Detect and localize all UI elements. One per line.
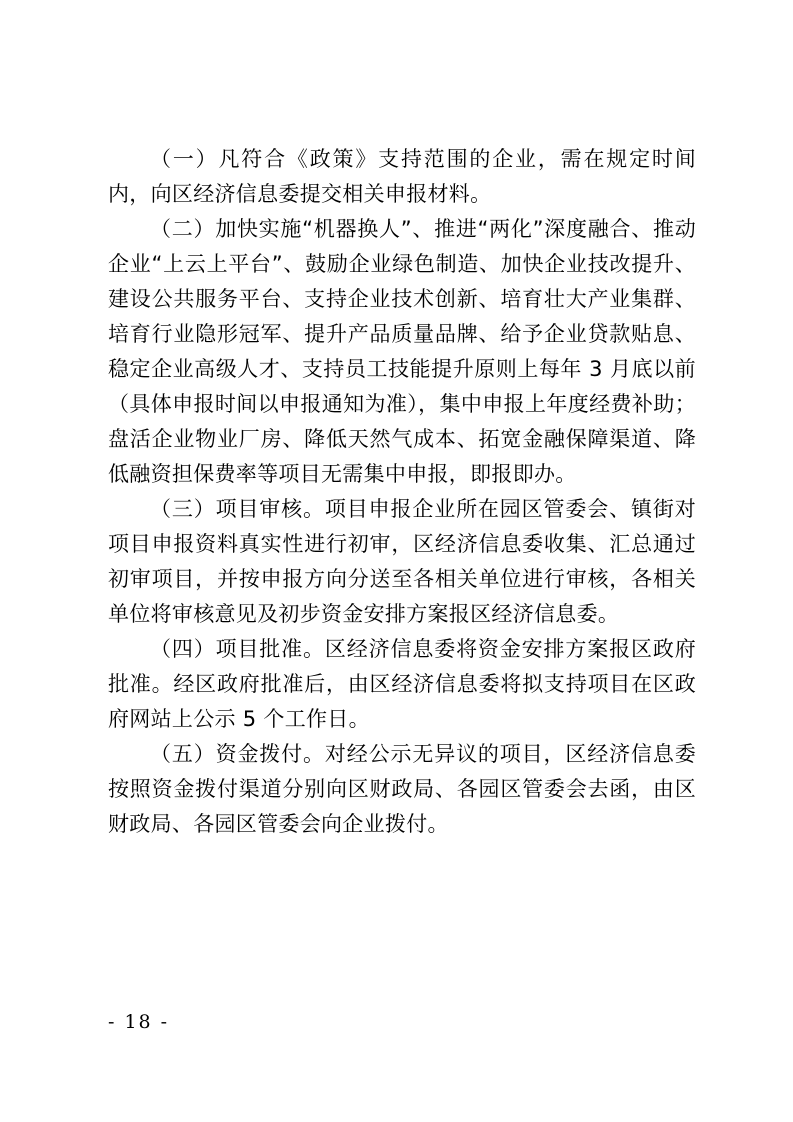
paragraph-2: （二）加快实施“机器换人”、推进“两化”深度融合、推动企业“上云上平台”、鼓励企业绿色制造、加快企业技改提升、建设公共服务平台、支持企业技术创新、培育壮大产业集群、培育行业隐形冠军、提升产品质量品牌、给予企业贷款贴息、稳定企业高级人才、支持员工技能提升原则上每年 3 月底以前（具体申报时间以申报通知为准），集中申报上年度经费补助；盘活企业物业厂房、降低天然气成本、拓宽金融保障渠道、降低融资担保费率等项目无需集中申报，即报即办。 [108,217,696,486]
paragraph-3: （三）项目审核。项目申报企业所在园区管委会、镇街对项目申报资料真实性进行初审，区经济信息委收集、汇总通过初审项目，并按申报方向分送至各相关单位进行审核，各相关单位将审核意见及初步资金安排方案报区经济信息委。 [108,497,696,626]
paragraph-1: （一）凡符合《政策》支持范围的企业，需在规定时间内，向区经济信息委提交相关申报材料。 [108,147,696,206]
document-body [108,142,696,842]
page-number: - 18 - [108,1011,170,1033]
paragraph-5: （五）资金拨付。对经公示无异议的项目，区经济信息委按照资金拨付渠道分别向区财政局、各园区管委会去函，由区财政局、各园区管委会向企业拨付。 [108,742,696,836]
paragraph-4: （四）项目批准。区经济信息委将资金安排方案报区政府批准。经区政府批准后，由区经济信息委将拟支持项目在区政府网站上公示 5 个工作日。 [108,637,696,731]
